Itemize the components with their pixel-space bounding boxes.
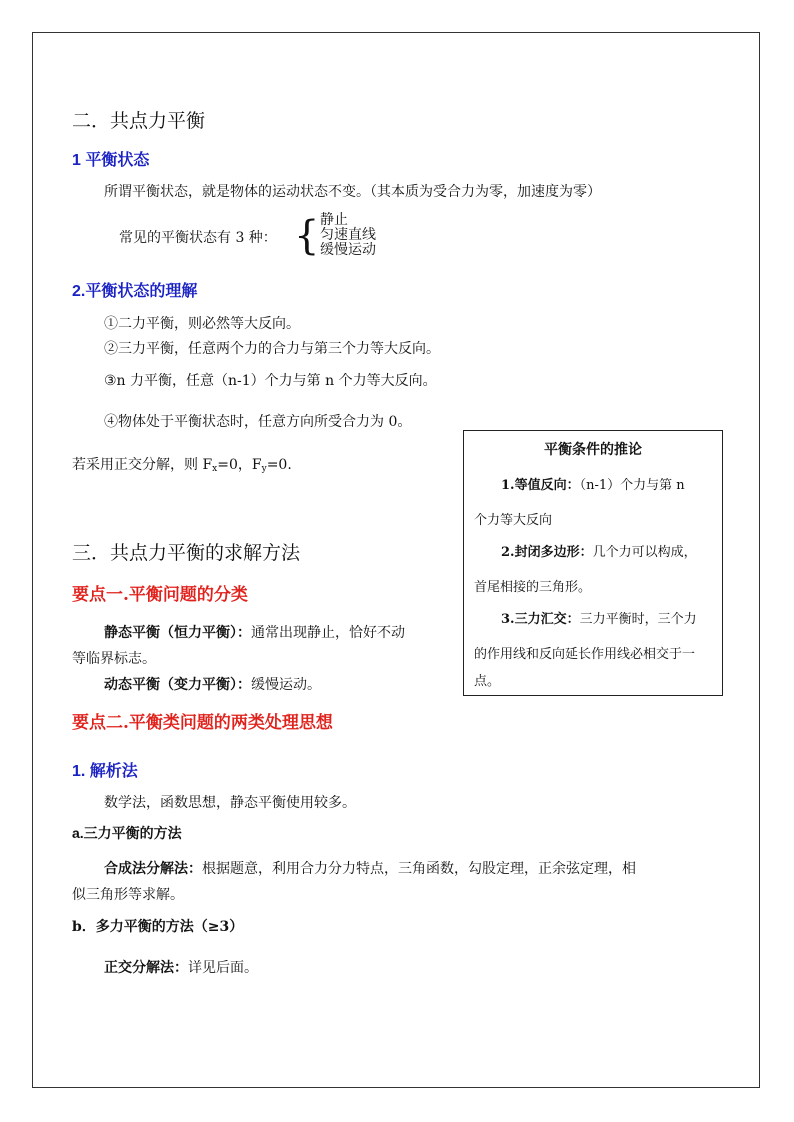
subsection-1-title: 1 平衡状态 <box>72 152 150 169</box>
key-point-1-title: 要点一.平衡问题的分类 <box>72 585 248 605</box>
dynamic-equilibrium: 动态平衡（变力平衡）：缓慢运动。 <box>104 677 321 693</box>
inference-item-1: 1.等值反向：（n-1）个力与第 n <box>501 478 685 493</box>
state-item: 静止 <box>320 212 348 228</box>
state-item: 缓慢运动 <box>320 242 376 258</box>
section-2-title: 二．共点力平衡 <box>72 110 206 132</box>
inference-item-1-cont: 个力等大反向 <box>474 513 553 528</box>
composition-decomposition: 合成法分解法：根据题意，利用合力分力特点，三角函数，勾股定理，正余弦定理，相 <box>104 861 636 877</box>
inference-item-3: 3.三力汇交：三力平衡时，三个力 <box>501 612 697 627</box>
static-equilibrium: 静态平衡（恒力平衡）：通常出现静止，恰好不动 <box>104 625 405 641</box>
orthogonal-decomposition-note: 若采用正交分解，则 $F_x=0$，$F_y=0$. <box>72 457 292 474</box>
composition-decomposition-cont: 似三角形等求解。 <box>72 887 184 903</box>
section-3-title: 三．共点力平衡的求解方法 <box>72 542 301 564</box>
states-list <box>320 213 376 258</box>
analytic-method-desc: 数学法，函数思想，静态平衡使用较多。 <box>104 795 356 811</box>
static-equilibrium-cont: 等临界标志。 <box>72 651 156 667</box>
three-force-method-title: a.三力平衡的方法 <box>72 825 182 841</box>
understanding-item: ④物体处于平衡状态时，任意方向所受合力为 0。 <box>104 414 412 430</box>
orthogonal-decomposition-method: 正交分解法：详见后面。 <box>104 960 258 976</box>
brace-symbol: { <box>294 213 320 259</box>
understanding-item: ③n 力平衡，任意（n-1）个力与第 n 个力等大反向。 <box>104 373 437 389</box>
understanding-item: ①二力平衡，则必然等大反向。 <box>104 316 300 332</box>
inference-item-2-cont: 首尾相接的三角形。 <box>474 580 592 595</box>
state-item: 匀速直线 <box>320 227 376 243</box>
inference-box <box>463 430 723 696</box>
inference-item-3-cont: 的作用线和反向延长作用线必相交于一 <box>474 647 696 662</box>
multi-force-method-title: b．多力平衡的方法（≥3） <box>72 919 244 935</box>
states-intro: 常见的平衡状态有 3 种： <box>119 230 277 246</box>
key-point-2-title: 要点二.平衡类问题的两类处理思想 <box>72 713 333 733</box>
inference-item-3-end: 点。 <box>474 674 501 689</box>
subsection-2-title: 2.平衡状态的理解 <box>72 283 198 300</box>
inference-item-2: 2.封闭多边形：几个力可以构成， <box>501 545 697 560</box>
understanding-item: ②三力平衡，任意两个力的合力与第三个力等大反向。 <box>104 341 440 357</box>
equilibrium-definition: 所谓平衡状态，就是物体的运动状态不变。（其本质为受合力为零，加速度为零） <box>104 184 601 200</box>
inference-box-title: 平衡条件的推论 <box>544 442 642 458</box>
analytic-method-title: 1. 解析法 <box>72 763 138 780</box>
